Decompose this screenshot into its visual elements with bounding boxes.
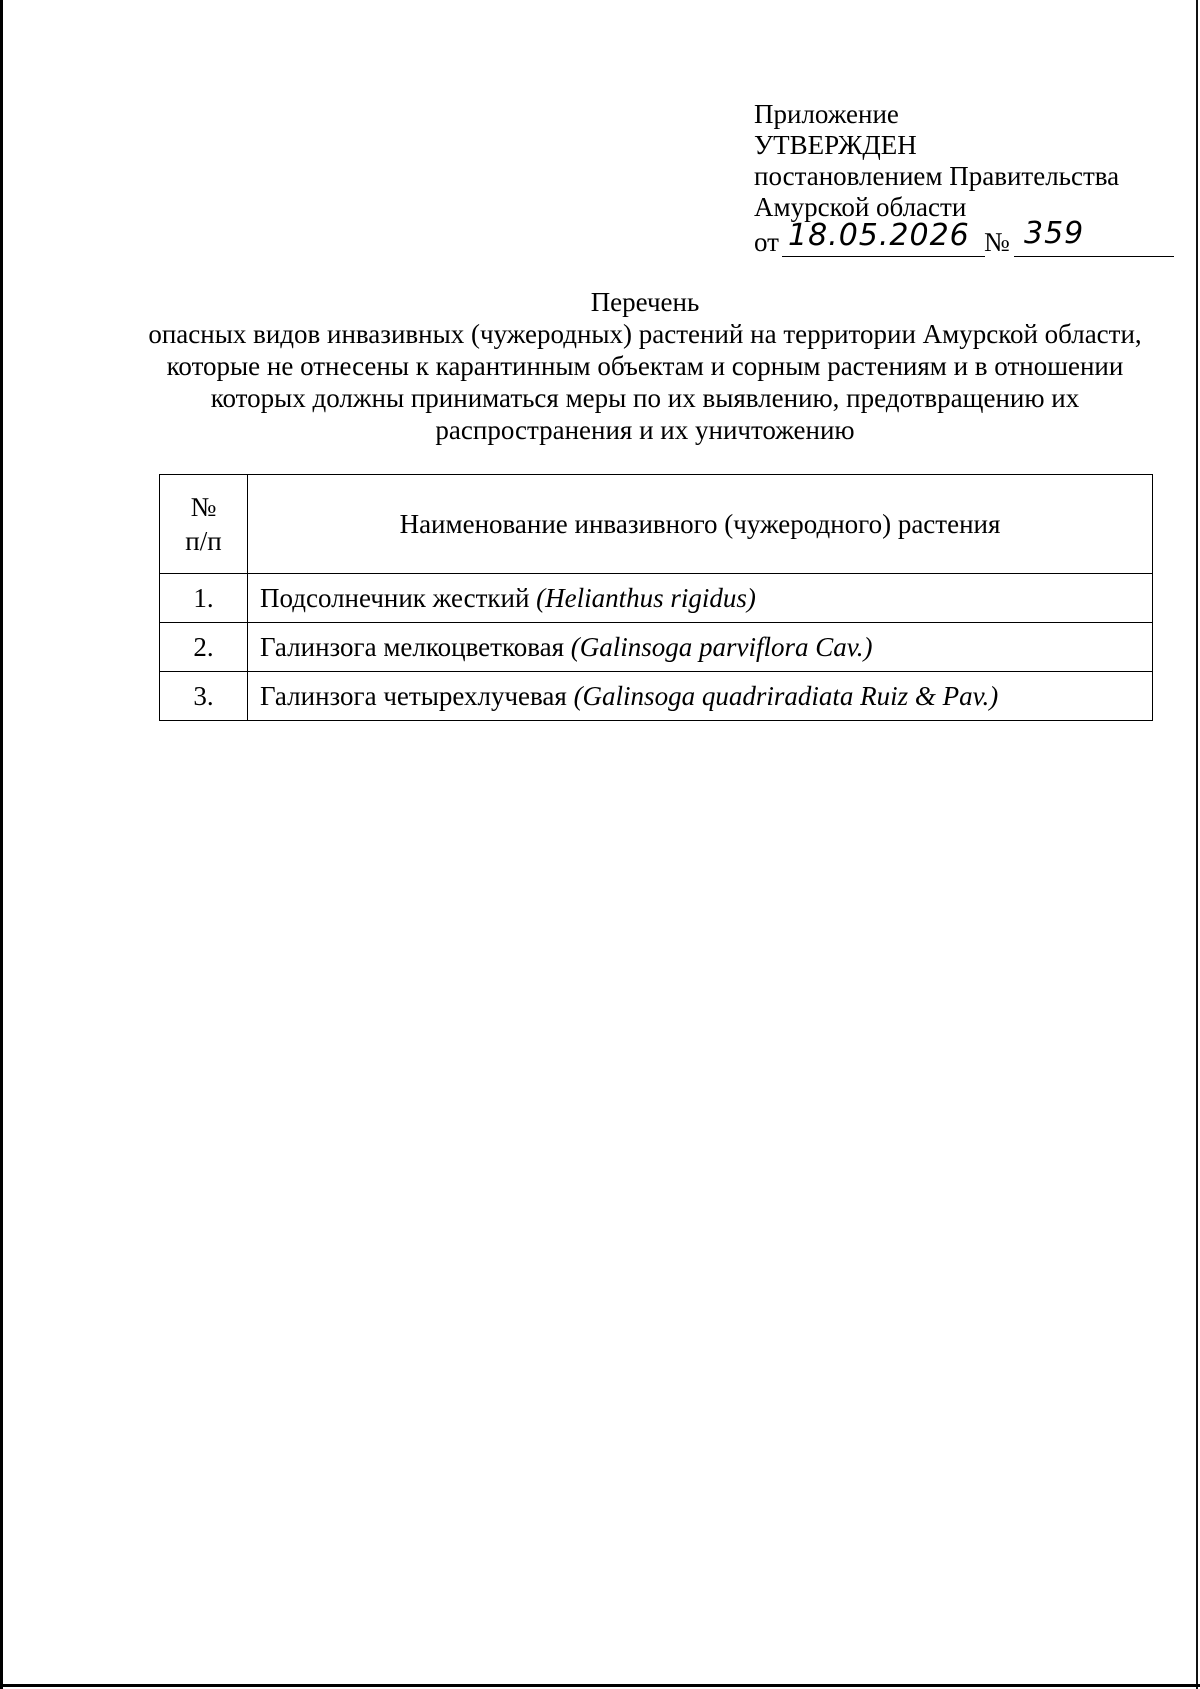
row-number: 2. — [160, 623, 248, 672]
resolution-label: постановлением Правительства — [754, 161, 1120, 191]
header-number-abbr: п/п — [185, 526, 222, 556]
plant-latin-name: (Galinsoga quadriradiata Ruiz & Pav.) — [573, 680, 999, 711]
handwritten-number: 359 — [1024, 216, 1085, 251]
scan-edge-left — [0, 0, 3, 1689]
plant-name: Подсолнечник жесткий — [260, 582, 530, 613]
title-subtitle: опасных видов инвазивных (чужеродных) растений на территории Амурской области, которые не отнесены к карантинным объектам и сорным растениям и в отношении которых должны приниматься меры по их выявлению, предотвращению их распространения и их уничтожению — [148, 319, 1142, 445]
row-number: 3. — [160, 672, 248, 721]
document-title — [140, 286, 1150, 446]
plant-name: Галинзога мелкоцветковая — [260, 631, 565, 662]
appendix-label: Приложение — [754, 99, 899, 129]
header-number-cell — [160, 475, 248, 574]
handwritten-date: 18.05.2026 — [788, 218, 970, 253]
row-name-cell — [248, 623, 1153, 672]
plant-latin-name: (Helianthus rigidus) — [536, 582, 756, 613]
number-field — [1014, 216, 1174, 257]
approved-label: УТВЕРЖДЕН — [754, 130, 917, 160]
row-name-cell — [248, 574, 1153, 623]
title-heading: Перечень — [590, 287, 700, 317]
region-label: Амурской области — [754, 192, 967, 222]
scan-edge-bottom — [0, 1684, 1200, 1687]
plants-table — [159, 474, 1153, 721]
header-number-sign: № — [190, 492, 217, 522]
header-name-cell: Наименование инвазивного (чужеродного) растения — [248, 475, 1153, 574]
table-header-row — [160, 475, 1153, 574]
scan-edge-right — [1196, 0, 1198, 1689]
number-label: № — [984, 227, 1010, 257]
date-field — [782, 218, 985, 257]
table-row — [160, 623, 1153, 672]
row-name-cell — [248, 672, 1153, 721]
plant-name: Галинзога четырехлучевая — [260, 680, 567, 711]
table-row — [160, 672, 1153, 721]
approval-block — [754, 99, 1174, 263]
plant-latin-name: (Galinsoga parviflora Cav.) — [570, 631, 873, 662]
date-number-line — [754, 216, 1174, 263]
from-label: от — [754, 227, 779, 257]
row-number: 1. — [160, 574, 248, 623]
table-row — [160, 574, 1153, 623]
